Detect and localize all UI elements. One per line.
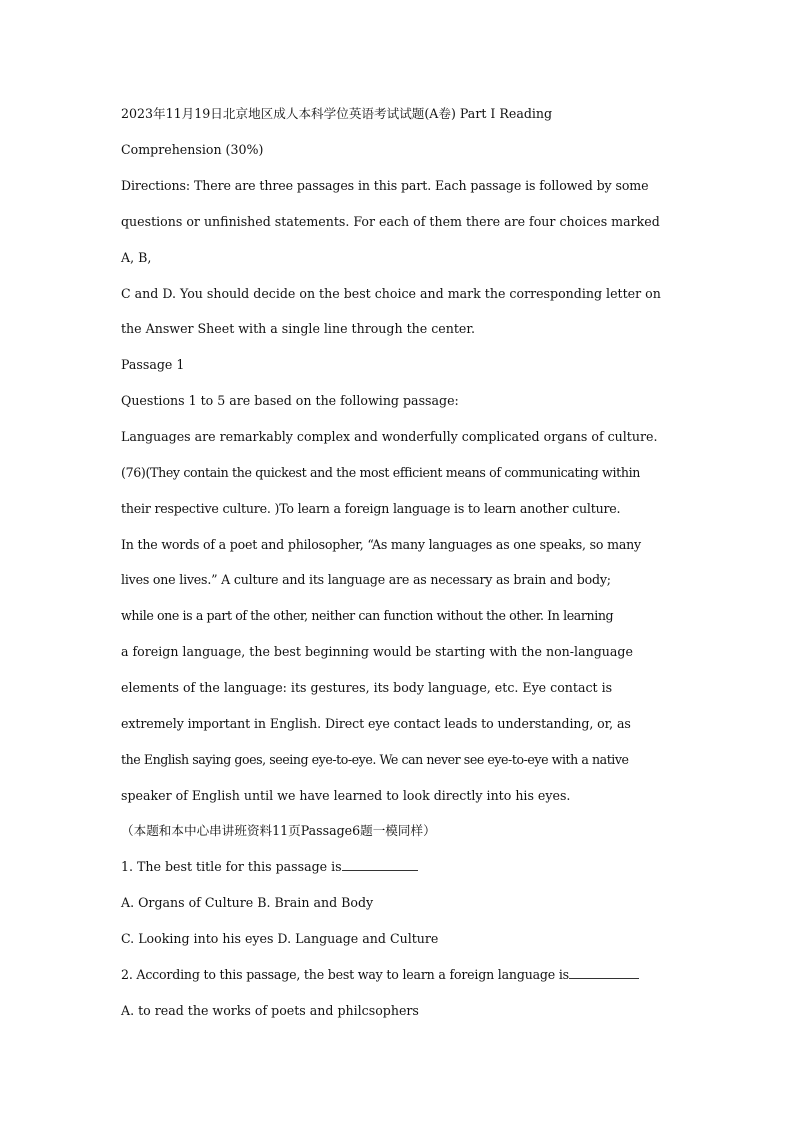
directions-line-2: questions or unfinished statements. For each of them there are four choices marked <box>121 214 660 229</box>
passage-line-4: In the words of a poet and philosopher, “As many languages as one speaks, so many <box>121 537 641 552</box>
answer-blank <box>342 858 418 871</box>
question-1-options-a-b: A. Organs of Culture B. Brain and Body <box>121 895 374 910</box>
passage-line-1: Languages are remarkably complex and wonderfully complicated organs of culture. <box>121 429 658 444</box>
passage-line-5: lives one lives.” A culture and its language are as necessary as brain and body; <box>121 572 611 587</box>
question-1-stem: 1. The best title for this passage is <box>121 859 342 874</box>
passage-line-2: (76)(They contain the quickest and the most efficient means of communicating within <box>121 465 641 480</box>
passage-line-8: elements of the language: its gestures, its body language, etc. Eye contact is <box>121 680 613 695</box>
answer-blank <box>569 966 639 979</box>
question-2 <box>121 966 639 984</box>
directions-line-3: A, B, <box>121 250 152 265</box>
document-title-line-2: Comprehension (30%) <box>121 142 264 157</box>
passage-line-6: while one is a part of the other, neither can function without the other. In learning <box>121 608 614 623</box>
question-1-options-c-d: C. Looking into his eyes D. Language and Culture <box>121 931 439 946</box>
passage-heading: Passage 1 <box>121 357 185 372</box>
directions-line-5: the Answer Sheet with a single line through the center. <box>121 321 475 336</box>
question-2-stem: 2. According to this passage, the best way to learn a foreign language is <box>121 967 569 982</box>
question-2-option-a: A. to read the works of poets and philcsophers <box>121 1003 419 1018</box>
passage-line-11: speaker of English until we have learned to look directly into his eyes. <box>121 788 571 803</box>
source-note: （本题和本中心串讲班资料11页Passage6题一模同样） <box>121 823 436 838</box>
passage-line-7: a foreign language, the best beginning would be starting with the non-language <box>121 644 633 659</box>
passage-line-3: their respective culture. )To learn a foreign language is to learn another culture. <box>121 501 621 516</box>
question-1 <box>121 858 418 876</box>
directions-line-1: Directions: There are three passages in this part. Each passage is followed by some <box>121 178 649 193</box>
document-title-line-1: 2023年11月19日北京地区成人本科学位英语考试试题(A卷) Part I Reading <box>121 106 553 121</box>
passage-line-9: extremely important in English. Direct eye contact leads to understanding, or, as <box>121 716 631 731</box>
questions-intro: Questions 1 to 5 are based on the following passage: <box>121 393 459 408</box>
directions-line-4: C and D. You should decide on the best choice and mark the corresponding letter on <box>121 286 661 301</box>
passage-line-10: the English saying goes, seeing eye-to-eye. We can never see eye-to-eye with a native <box>121 752 629 767</box>
